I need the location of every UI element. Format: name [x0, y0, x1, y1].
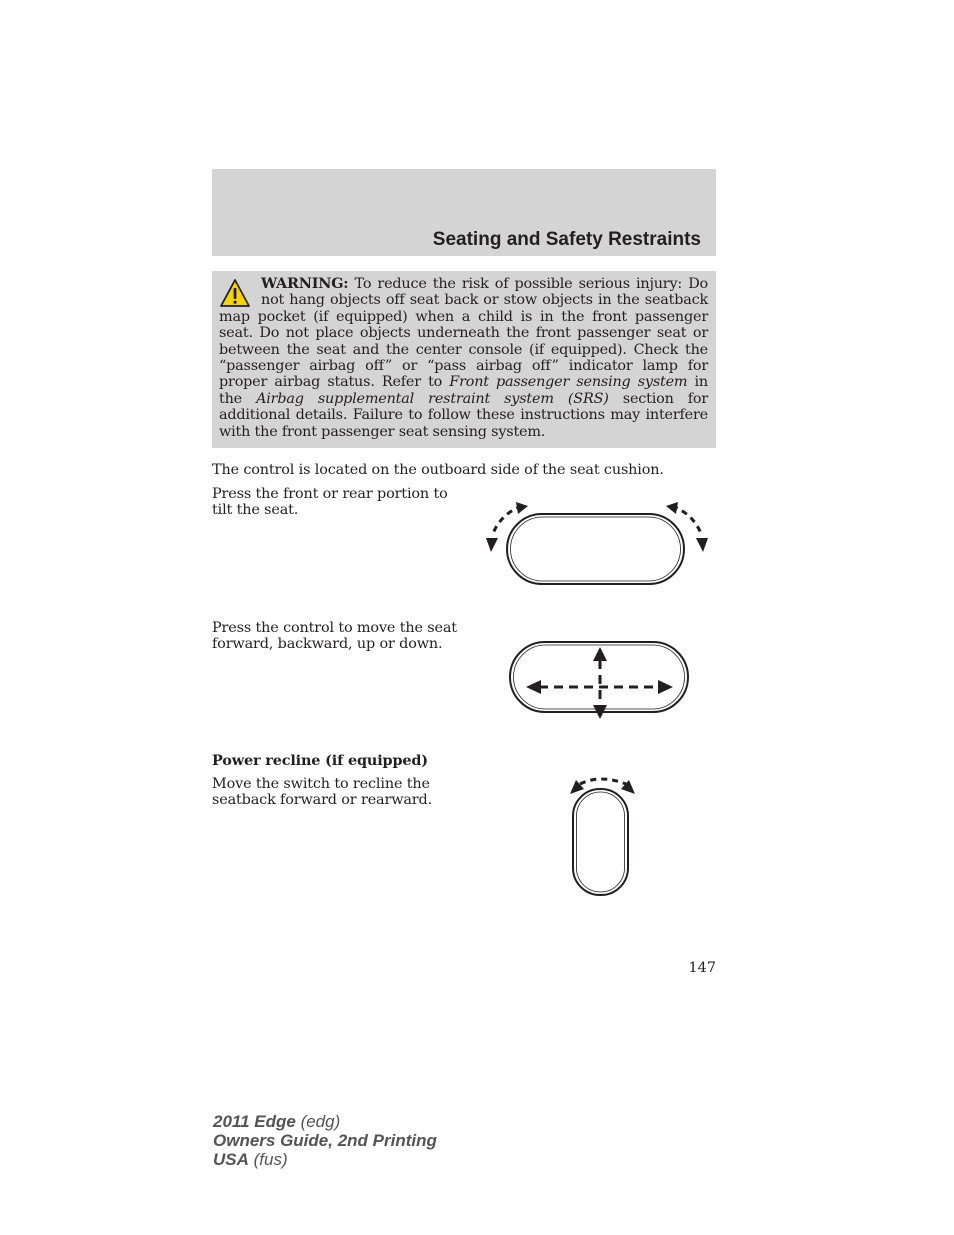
warning-reference-sensing-system: Front passenger sensing system: [449, 374, 688, 391]
recline-instruction-text: Move the switch to recline the seatback forward or rearward.: [212, 776, 433, 809]
warning-triangle-icon: [219, 278, 251, 308]
footer-imprint: [213, 1112, 437, 1169]
warning-text: [219, 276, 708, 440]
warning-text-part-1: To reduce the risk of possible serious injury: Do not hang objects off seat back or stow objects in the seatback map pocket (if equipped) when a child is in the front passenger seat. Do not place objects underneath the front passenger seat or between the seat and the center console (if equipped). Check the “passenger airbag off” or “pass airbag off” indicator lamp for proper airbag status. Refer to: [219, 276, 708, 391]
warning-box: [212, 271, 716, 448]
warning-text-part-3: section for additional details. Failure to follow these instructions may interfere with the front passenger seat sensing system.: [219, 390, 709, 440]
page-number: 147: [688, 960, 716, 976]
warning-label: WARNING:: [261, 275, 349, 292]
footer-model-line: [213, 1112, 437, 1131]
warning-reference-srs: Airbag supplemental restraint system (SRS): [256, 390, 609, 407]
control-location-text: The control is located on the outboard side of the seat cushion.: [212, 462, 664, 478]
seat-move-switch-icon: [505, 640, 695, 722]
footer-model-code: (edg): [295, 1112, 341, 1131]
footer-model: 2011 Edge: [213, 1112, 296, 1131]
recline-switch-icon: [564, 776, 640, 900]
section-header-band: [212, 169, 716, 256]
footer-guide: Owners Guide, 2nd Printing: [213, 1131, 437, 1150]
footer-market-line: [213, 1150, 437, 1169]
seat-tilt-switch-icon: [480, 494, 714, 594]
section-title: Seating and Safety Restraints: [432, 229, 701, 250]
footer-market: USA: [213, 1150, 249, 1169]
move-instruction-text: Press the control to move the seat forward, backward, up or down.: [212, 620, 457, 653]
footer-market-code: (fus): [248, 1150, 288, 1169]
footer-guide-line: [213, 1131, 437, 1150]
tilt-instruction-text: Press the front or rear portion to tilt the seat.: [212, 486, 448, 519]
warning-text-part-2: in the: [219, 374, 708, 407]
recline-heading: Power recline (if equipped): [212, 752, 428, 769]
